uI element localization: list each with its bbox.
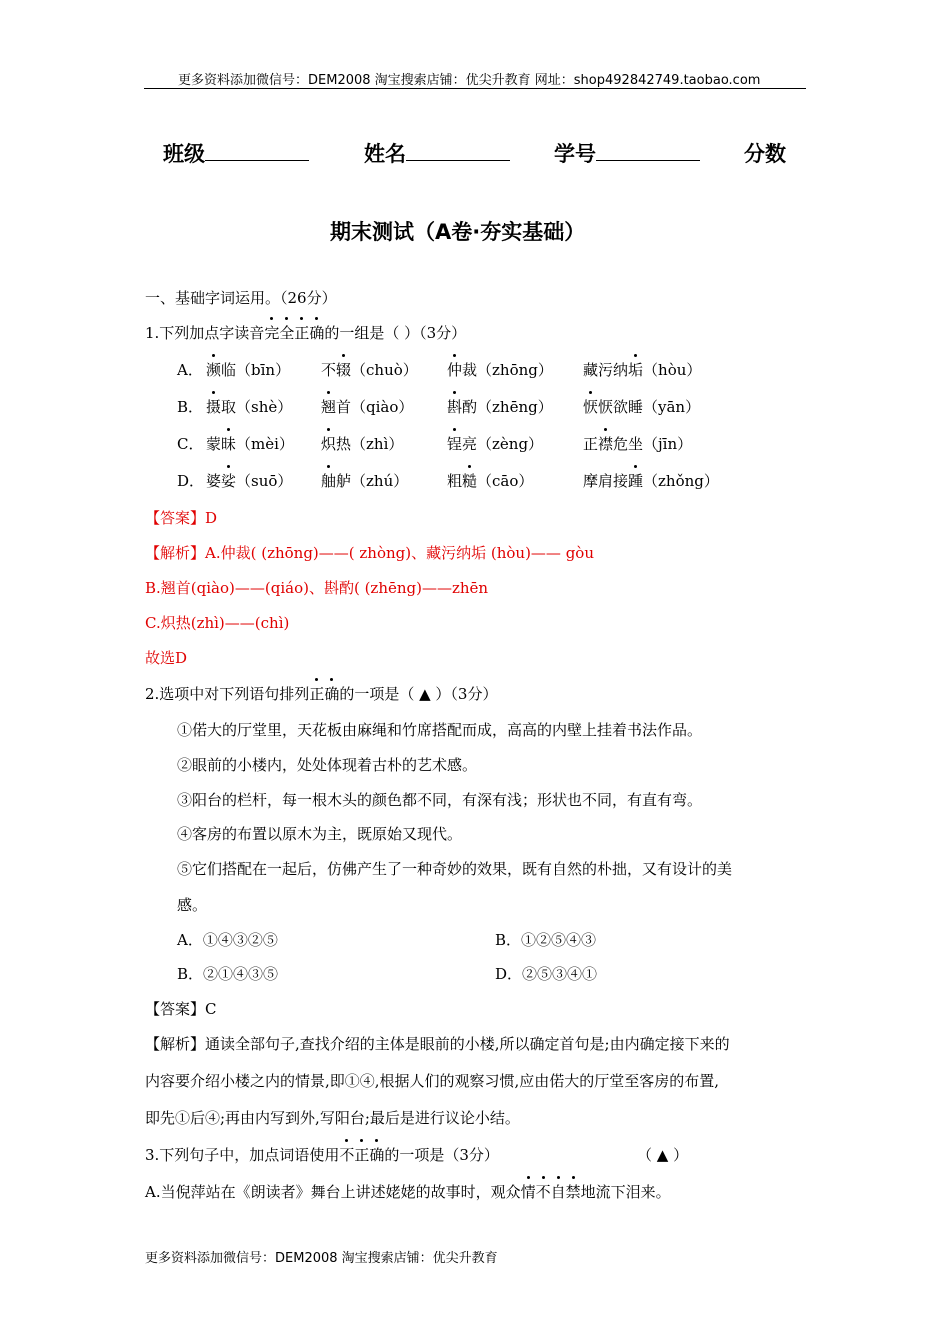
option-label: D． [177,472,205,490]
emphasis-char: 昧 [221,435,237,453]
cell-text: 舻（zhú） [336,472,409,490]
name-blank[interactable] [406,140,510,161]
cell-text: 酌（zhēng） [462,398,553,416]
option-cell [447,359,553,380]
option-cell [206,470,292,491]
emphasis-char: 正 [354,1146,370,1164]
cell-text: 取（shè） [221,398,293,416]
option-cell [583,470,719,491]
option-cell [583,396,700,417]
q3-stem-post: 的一项是（3分） [384,1146,499,1164]
q1-option-row [177,359,203,380]
cell-text: 亮（zèng） [462,435,544,453]
emphasis-char: 娑 [221,472,237,490]
option-cell [321,433,403,454]
option-label: C． [177,435,204,453]
emphasis-char: 确 [369,1146,385,1164]
class-label: 班级 [163,142,205,166]
emphasis-char: 不 [339,1146,355,1164]
cell-text: （cāo） [477,472,534,490]
page-footer: 更多资料添加微信号：DEM2008 淘宝搜索店铺：优尖升教育 [145,1251,498,1266]
q2-option-a: A．①④③②⑤ [177,931,278,949]
option-cell [321,396,413,417]
q2-sentence: ④客房的布置以原木为主，既原始又现代。 [177,825,463,843]
cell-text: （suō） [236,472,293,490]
cell-text: （mèi） [236,435,294,453]
q1-analysis-line: 故选D [145,649,188,667]
q1-option-row [177,433,203,454]
cell-text: 蒙 [206,435,222,453]
emphasis-char: 不 [535,1183,551,1201]
emphasis-char: 摄 [206,398,222,416]
option-label: A． [177,361,203,379]
emphasis-char: 斟 [447,398,463,416]
q1-option-row [177,396,203,417]
q3-option-a-pre: A.当倪萍站在《朗读者》舞台上讲述姥姥的故事时，观众 [145,1183,521,1201]
q2-analysis-line: 内容要介绍小楼之内的情景,即①④,根据人们的观察习惯,应由偌大的厅堂至客房的布置, [145,1072,720,1090]
cell-text: 藏污纳 [583,361,629,379]
q2-sentence: ③阳台的栏杆，每一根木头的颜色都不同，有深有浅；形状也不同，有直有弯。 [177,791,703,809]
page-header: 更多资料添加微信号：DEM2008 淘宝搜索店铺：优尖升教育 网址：shop492842749.taobao.com [178,73,761,88]
cell-text: 摩肩接 [583,472,629,490]
q2-sentence: ①偌大的厅堂里，天花板由麻绳和竹席搭配而成，高高的内壁上挂着书法作品。 [177,721,703,739]
cell-text: （hòu） [643,361,702,379]
option-cell [447,433,543,454]
q1-stem-pre: 1.下列加点字读音 [145,324,265,342]
header-rule [144,88,806,89]
cell-text: （chuò） [351,361,418,379]
q2-answer: 【答案】C [145,1000,217,1018]
cell-text: 热（zhì） [336,435,404,453]
q2-sentence: ⑤它们搭配在一起后，仿佛产生了一种奇妙的效果，既有自然的朴拙，又有设计的美 [177,860,733,878]
emphasis-char: 踵 [628,472,644,490]
class-blank[interactable] [205,140,309,161]
q3-option-a-post: 地流下泪来。 [580,1183,671,1201]
emphasis-char: 恹 [583,398,599,416]
class-field [163,138,309,168]
cell-text: 恹欲睡（yān） [598,398,701,416]
section-heading: 一、基础字词运用。（26分） [145,289,337,307]
emphasis-char: 仲 [447,361,463,379]
cell-text: 正 [583,435,599,453]
option-cell [206,396,292,417]
emphasis-char: 糙 [462,472,478,490]
cell-text: （zhǒng） [643,472,719,490]
q2-option-c: B．②①④③⑤ [177,965,279,983]
emphasis-char: 濒 [206,361,222,379]
id-blank[interactable] [596,140,700,161]
option-cell [206,359,290,380]
q1-analysis-line: B.翘首(qiào)——(qiáo)、斟酌( (zhēng)——zhēn [145,579,489,597]
emphasis-char: 确 [309,324,325,342]
emphasis-char: 正 [294,324,310,342]
emphasis-char: 翘 [321,398,337,416]
q2-stem-pre: 2.选项中对下列语句排列 [145,685,310,703]
option-cell [321,470,408,491]
emphasis-char: 炽 [321,435,337,453]
q2-stem [145,683,497,704]
q1-answer: 【答案】D [145,509,218,527]
q2-option-d: D．②⑤③④① [495,965,598,983]
name-label: 姓名 [364,142,406,166]
q1-analysis-line: C.炽热(zhì)——(chì) [145,614,290,632]
q2-stem-post: 的一项是（ ▲ ）（3分） [339,685,498,703]
emphasis-char: 完 [264,324,280,342]
cell-text: 临（bīn） [221,361,291,379]
page-title: 期末测试（A卷·夯实基础） [330,220,586,244]
q3-stem [145,1144,499,1165]
q3-stem-pre: 3.下列句子中，加点词语使用 [145,1146,340,1164]
id-field [554,138,700,168]
option-cell [321,359,418,380]
cell-text: 粗 [447,472,463,490]
option-cell [447,396,553,417]
q2-option-b: B．①②⑤④③ [495,931,597,949]
cell-text: 危坐（jīn） [613,435,693,453]
q1-stem-post: 的一组是（ ）（3分） [324,324,467,342]
q2-sentence: ②眼前的小楼内，处处体现着古朴的艺术感。 [177,756,478,774]
q1-analysis-line: 【解析】A.仲裁( (zhōng)——( zhòng)、藏污纳垢 (hòu)—— gòu [145,544,594,562]
option-label: B． [177,398,204,416]
q3-option-a [145,1181,671,1202]
emphasis-char: 全 [279,324,295,342]
q3-answer-paren: （ ▲ ） [637,1146,689,1164]
name-field [364,138,510,168]
emphasis-char: 禁 [565,1183,581,1201]
cell-text: 裁（zhōng） [462,361,553,379]
emphasis-char: 垢 [628,361,644,379]
emphasis-char: 舳 [321,472,337,490]
emphasis-char: 襟 [598,435,614,453]
emphasis-char: 自 [550,1183,566,1201]
option-cell [583,359,701,380]
option-cell [447,470,533,491]
id-label: 学号 [554,142,596,166]
score-label: 分数 [744,142,786,166]
q2-analysis-line: 【解析】通读全部句子,查找介绍的主体是眼前的小楼,所以确定首句是;由内确定接下来的 [145,1035,730,1053]
emphasis-char: 辍 [336,361,352,379]
cell-text: 不 [321,361,337,379]
q2-sentence: 感。 [177,896,208,914]
score-field [744,138,786,168]
q1-stem [145,322,466,343]
cell-text: 婆 [206,472,222,490]
q1-option-row [177,470,204,491]
emphasis-char: 正 [309,685,325,703]
cell-text: 首（qiào） [336,398,414,416]
emphasis-char: 确 [324,685,340,703]
option-cell [206,433,294,454]
emphasis-char: 锃 [447,435,463,453]
emphasis-char: 情 [520,1183,536,1201]
q2-analysis-line: 即先①后④;再由内写到外,写阳台;最后是进行议论小结。 [145,1109,520,1127]
option-cell [583,433,692,454]
